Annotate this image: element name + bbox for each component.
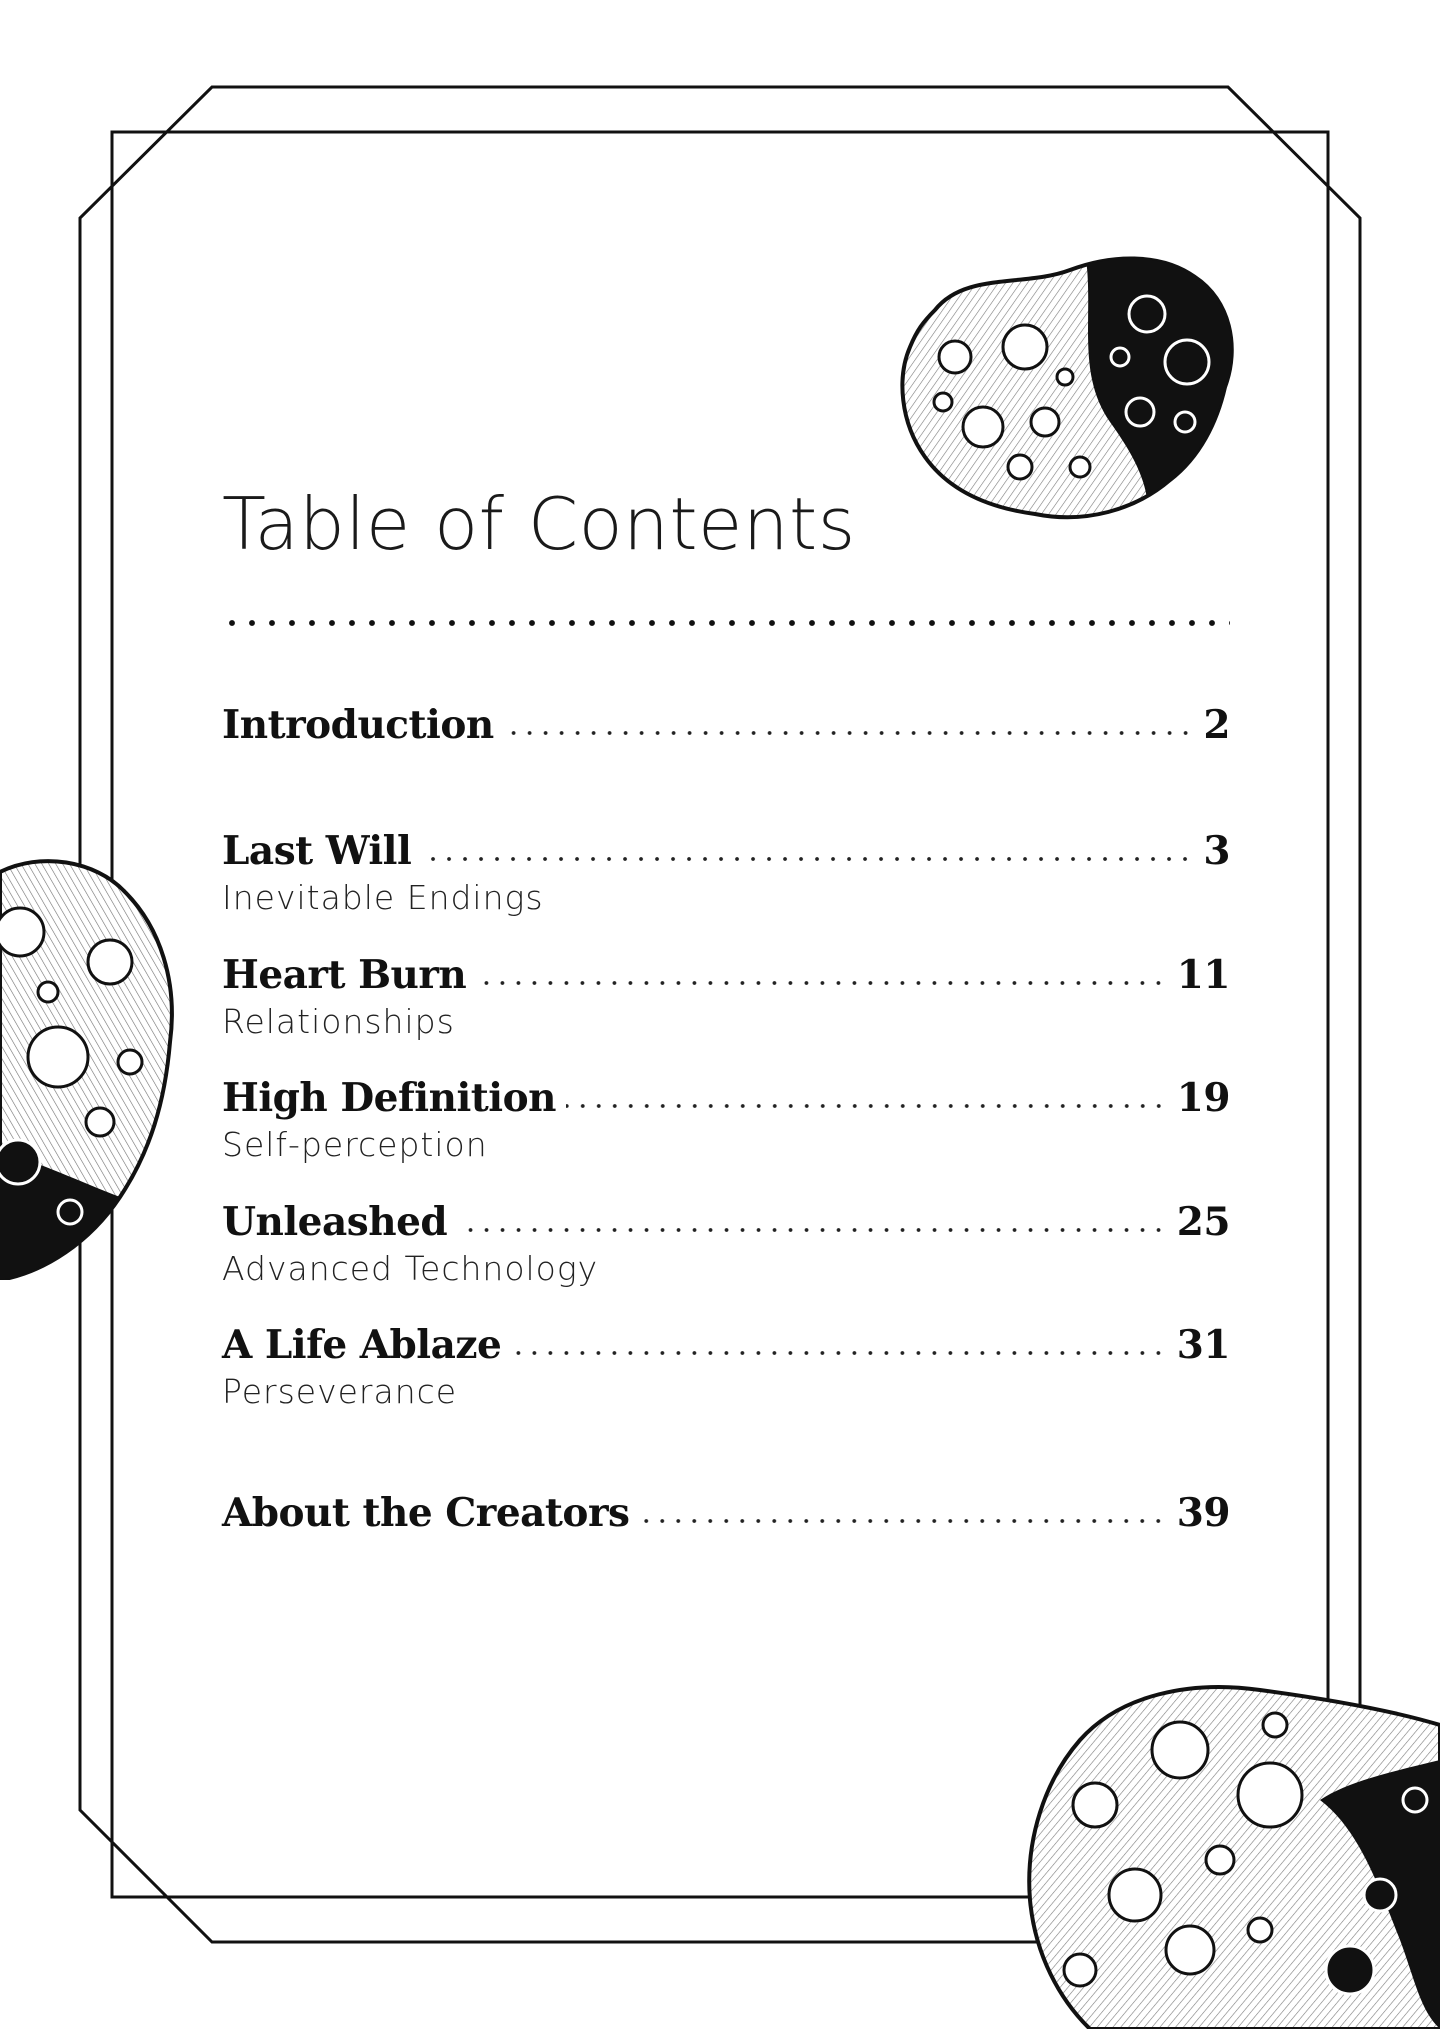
dot-leader [511, 1349, 1166, 1357]
toc-entry-about-the-creators[interactable] [222, 1490, 1230, 1536]
dot-leader [457, 1226, 1167, 1234]
toc-entry-page: 31 [1176, 1322, 1230, 1368]
toc-entry-heart-burn[interactable] [222, 952, 1230, 1041]
toc-entry-page: 25 [1176, 1199, 1230, 1245]
toc-entry-subtitle: Perseverance [222, 1372, 458, 1411]
toc-entry-subtitle: Relationships [222, 1002, 455, 1041]
asteroid-illustration-top [895, 252, 1240, 530]
toc-entry-title: Last Will [222, 828, 412, 874]
dot-leader [639, 1517, 1166, 1525]
asteroid-illustration-bottom-right [1020, 1680, 1440, 2029]
dot-leader [421, 855, 1193, 863]
toc-entry-a-life-ablaze[interactable] [222, 1322, 1230, 1411]
asteroid-illustration-left [0, 852, 178, 1280]
toc-entry-subtitle: Advanced Technology [222, 1249, 599, 1288]
toc-entry-title: Unleashed [222, 1199, 448, 1245]
toc-entry-page: 2 [1203, 702, 1230, 748]
toc-entry-title: About the Creators [222, 1490, 630, 1536]
toc-entry-page: 3 [1203, 828, 1230, 874]
toc-entry-title: Introduction [222, 702, 494, 748]
dot-leader [504, 729, 1194, 737]
toc-entry-page: 11 [1176, 952, 1230, 998]
toc-entry-last-will[interactable] [222, 828, 1230, 917]
dot-leader [566, 1102, 1167, 1110]
toc-entry-title: Heart Burn [222, 952, 467, 998]
toc-entry-high-definition[interactable] [222, 1075, 1230, 1164]
toc-entry-subtitle: Self-perception [222, 1125, 488, 1164]
toc-entry-unleashed[interactable] [222, 1199, 1230, 1288]
toc-entry-title: High Definition [222, 1075, 556, 1121]
toc-entry-introduction[interactable] [222, 702, 1230, 748]
toc-entry-page: 19 [1176, 1075, 1230, 1121]
dot-leader [476, 979, 1166, 987]
toc-entry-page: 39 [1176, 1490, 1230, 1536]
toc-entry-subtitle: Inevitable Endings [222, 878, 544, 917]
title-dotted-rule [222, 618, 1230, 628]
toc-entry-title: A Life Ablaze [222, 1322, 502, 1368]
page-title: Table of Contents [222, 482, 856, 566]
